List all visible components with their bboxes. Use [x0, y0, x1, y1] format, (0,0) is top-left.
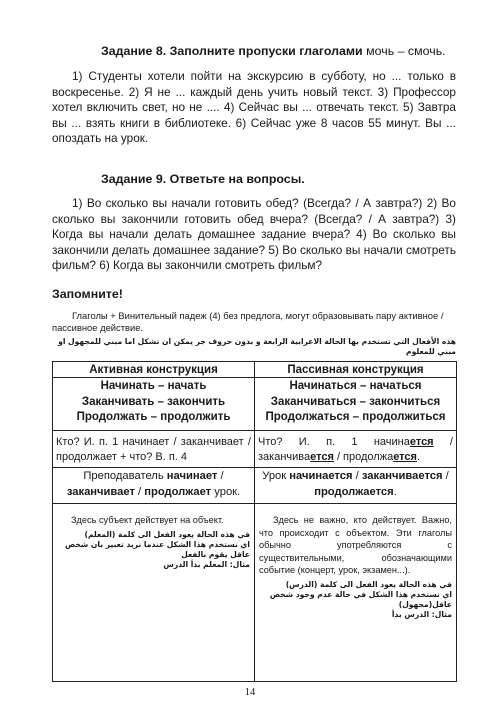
passive-pairs — [255, 378, 456, 426]
active-pair: Продолжать – продолжить — [76, 411, 231, 423]
active-arabic-1: في هذه الحالة يعود الفعل الى كلمة (المعلم) — [84, 529, 250, 539]
active-arabic-3: مثال: المعلم بدأ الدرس — [163, 559, 250, 569]
active-note: Здесь субъект действует на объект. — [71, 515, 224, 525]
passive-example: Урок начинается / заканчивается / продолжается. — [262, 470, 449, 498]
remember-title: Запомните! — [52, 287, 123, 301]
active-pair: Заканчивать – закончить — [81, 395, 226, 408]
passive-pair: Продолжаться – продолжиться — [265, 411, 446, 423]
passive-pair: Заканчиваться – закончиться — [270, 395, 441, 408]
passive-pair: Начинаться – начаться — [289, 380, 422, 392]
task-9-title: Задание 9. Ответьте на вопросы. — [101, 172, 305, 186]
passive-arabic-2: اي نستخدم هذا الشكل في حالة عدم وجود شخص عاقل(مجهول) — [269, 589, 452, 609]
rule-arabic: هذه الأفعال التي تستخدم بها الحالة الاعرابية الرابعة و بدون حروف جر يمكن ان تشكل اما مبني للمجهول او مبني للمعلوم — [58, 337, 456, 356]
task-8-text: 1) Студенты хотели пойти на экскурсию в субботу, но ... только в воскресенье. 2) Я не ... каждый день учить новый текст. 3) Профессор хотел включить свет, но не .... 4) Сейчас вы ... отвечать текст. 5) Завтра вы ... взять книги в библиотеке. 6) Сейчас уже 8 часов 55 минут. Вы ... опоздать на урок. — [52, 69, 456, 146]
passive-arabic-3: مثال: الدرس بدأ — [391, 609, 452, 619]
task-9-text: 1) Во сколько вы начали готовить обед? (Всегда? / А завтра?) 2) Во сколько вы закончили готовить обед вчера? (Всегда? / А завтра?) 3) Когда вы начали делать домашнее задание вчера? 4) Во сколько вы закончили делать домашнее задание? 5) Во сколько вы начали смотреть фильм? 6) Когда вы закончили смотреть фильм? — [52, 196, 456, 273]
passive-question: Что? И. п. 1 начинается / заканчивается / продолжается. — [258, 436, 453, 463]
active-question: Кто? И. п. 1 начинает / заканчивает / продолжает + что? В. п. 4 — [56, 436, 251, 463]
active-example: Преподаватель начинает / заканчивает / продолжает урок. — [66, 470, 241, 498]
rule-text: Глаголы + Винительный падеж (4) без предлога, могут образовывать пару активное / пассивное действие. — [52, 310, 444, 333]
passive-note: Здесь не важно, кто действует. Важно, что происходит с объектом. Эти глаголы обычно употребляются с существительными, обозначающими событие (концерт, урок, экзамен...). — [259, 515, 452, 575]
active-arabic-2: اي نستخدم هذا الشكل عندما نريد تعبير بان شخص عاقل يقوم بالفعل — [64, 539, 250, 559]
active-header: Активная конструкция — [89, 364, 218, 376]
active-pairs — [53, 378, 254, 426]
passive-header: Пассивная конструкция — [287, 364, 424, 376]
task-8-title: Задание 8. Заполните пропуски глаголами мочь – смочь. — [101, 44, 446, 58]
active-pair: Начинать – начать — [100, 380, 207, 392]
passive-arabic-1: في هذه الحالة يعود الفعل الى كلمة (الدرس) — [285, 579, 452, 589]
grammar-table — [52, 361, 457, 682]
page-number: 14 — [244, 687, 256, 698]
